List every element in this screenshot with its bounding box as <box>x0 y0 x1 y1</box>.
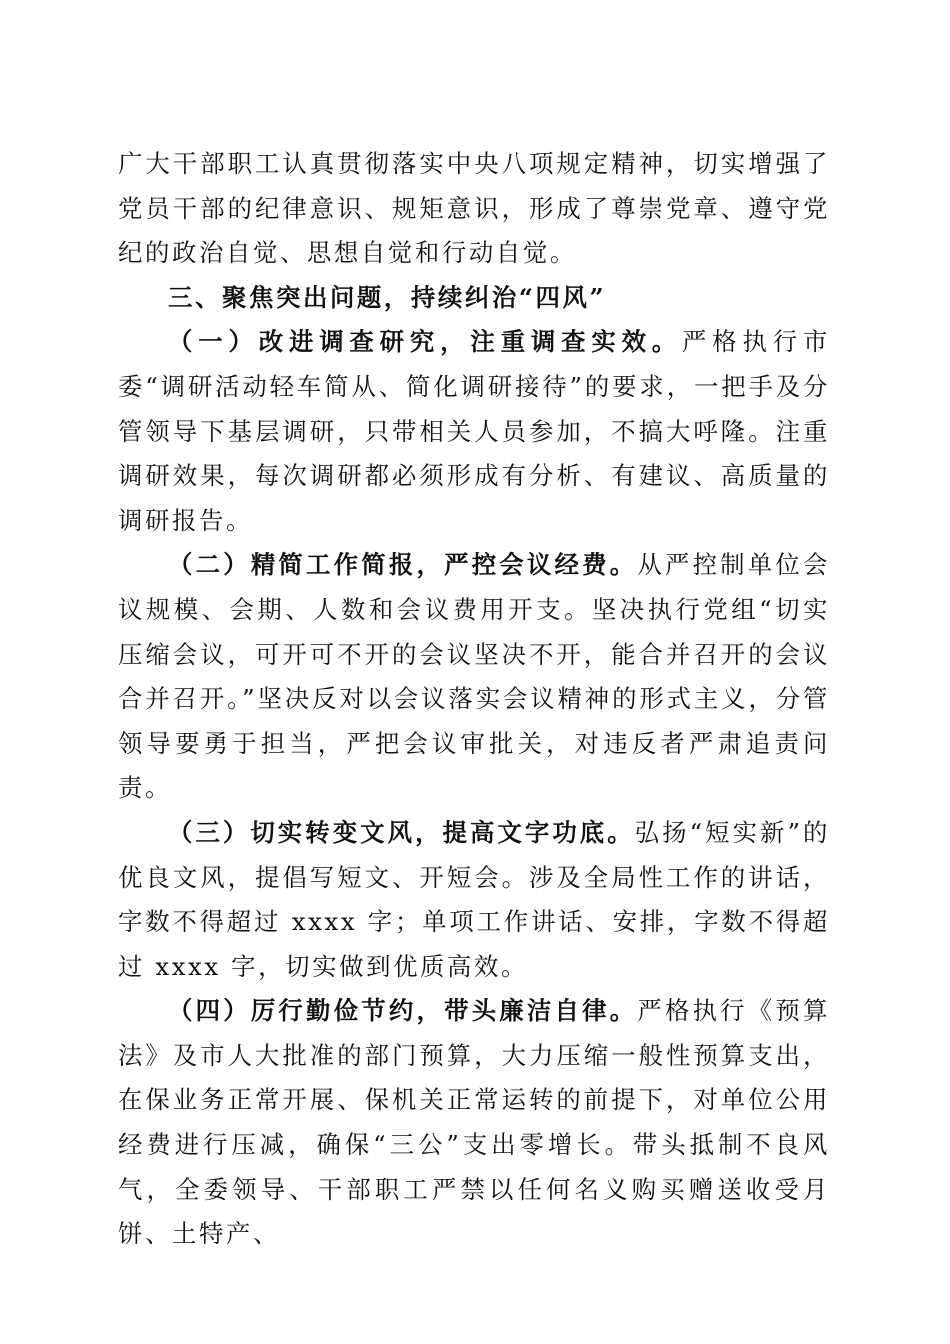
continuation-paragraph <box>118 142 830 276</box>
paragraph-4 <box>118 989 830 1257</box>
paragraph-3 <box>118 811 830 989</box>
paragraph-2-body: 从严控制单位会议规模、会期、人数和会议费用开支。坚决执行党组“切实压缩会议，可开可不开的会议坚决不开，能合并召开的会议合并召开。”坚决反对以会议落实会议精神的形式主义，分管领导要勇于担当，严把会议审批关，对违反者严肃追责问责。 <box>118 550 831 803</box>
paragraph-3-lead: （三）切实转变文风，提高文字功底。 <box>168 817 635 847</box>
paragraph-1 <box>118 320 830 543</box>
section-heading-text: 三、聚焦突出问题，持续纠治“四风” <box>168 282 607 312</box>
continuation-text: 广大干部职工认真贯彻落实中央八项规定精神，切实增强了党员干部的纪律意识、规矩意识，形成了尊崇党章、遵守党纪的政治自觉、思想自觉和行动自觉。 <box>118 149 830 268</box>
paragraph-4-lead: （四）厉行勤俭节约，带头廉洁自律。 <box>168 996 638 1026</box>
paragraph-2-lead: （二）精简工作简报，严控会议经费。 <box>168 550 638 580</box>
paragraph-4-body: 严格执行《预算法》及市人大批准的部门预算，大力压缩一般性预算支出，在保业务正常开展、保机关正常运转的前提下，对单位公用经费进行压减，确保“三公”支出零增长。带头抵制不良风气，全委领导、干部职工严禁以任何名义购买赠送收受月饼、土特产、 <box>118 996 831 1249</box>
paragraph-1-body: 严格执行市委“调研活动轻车简从、简化调研接待”的要求，一把手及分管领导下基层调研，只带相关人员参加，不搞大呼隆。注重调研效果，每次调研都必须形成有分析、有建议、高质量的调研报告。 <box>118 327 830 535</box>
paragraph-1-lead: （一）改进调查研究，注重调查实效。 <box>168 327 683 357</box>
document-body <box>118 142 830 1257</box>
paragraph-2 <box>118 543 830 811</box>
section-heading <box>118 276 830 321</box>
paragraph-3-body: 弘扬“短实新”的优良文风，提倡写短文、开短会。涉及全局性工作的讲话，字数不得超过 xxxx 字；单项工作讲话、安排，字数不得超过 xxxx 字，切实做到优质高效。 <box>118 817 830 981</box>
